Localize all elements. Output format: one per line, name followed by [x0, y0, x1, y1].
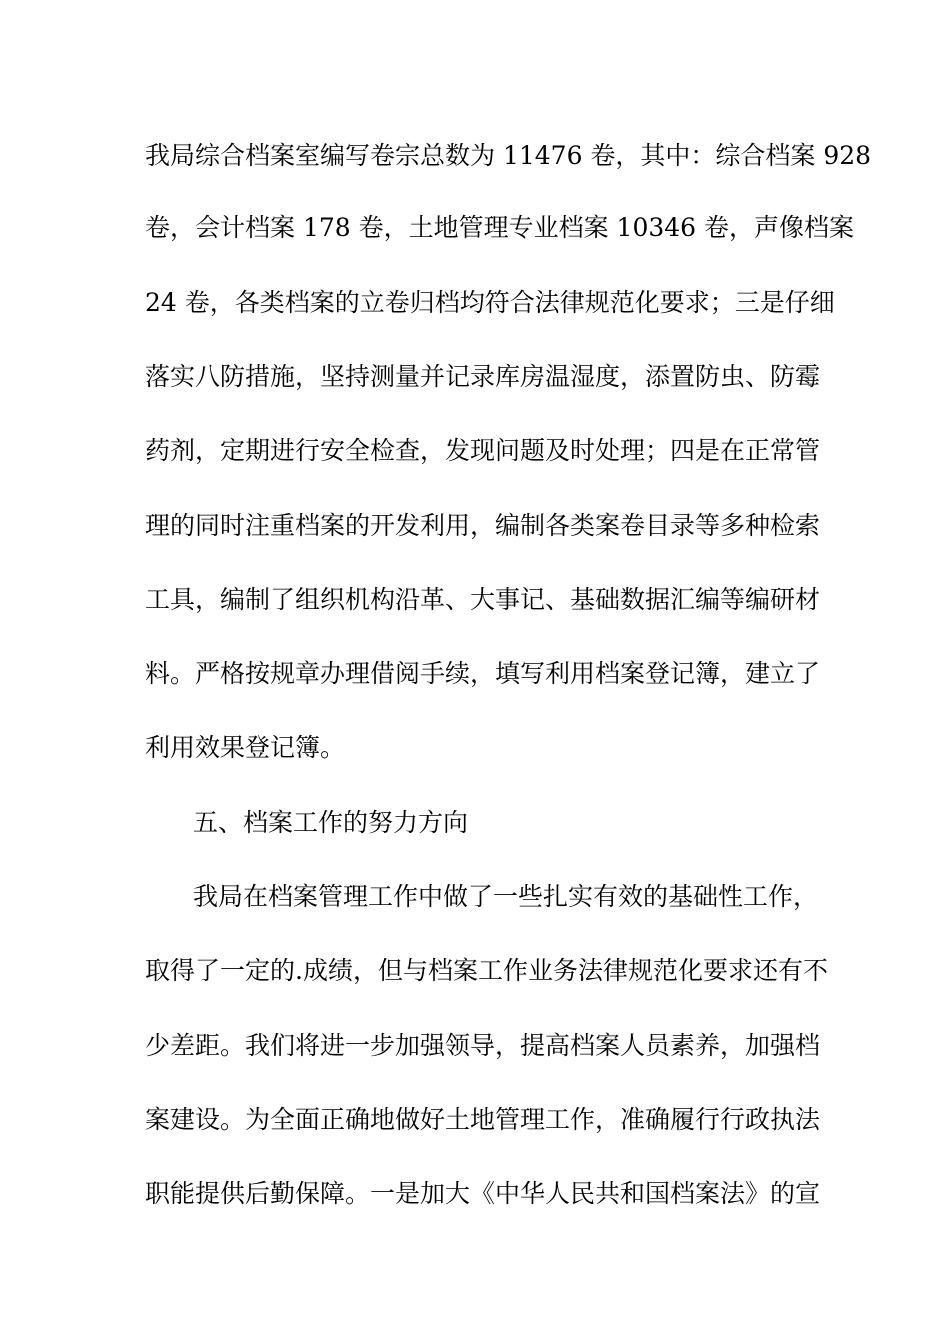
paragraph-line: 工具，编制了组织机构沿革、大事记、基础数据汇编等编研材 — [145, 585, 821, 614]
paragraph-line: 少差距。我们将进一步加强领导，提高档案人员素养，加强档 — [145, 1031, 821, 1060]
paragraph-line: 我局在档案管理工作中做了一些扎实有效的基础性工作， — [193, 882, 819, 911]
paragraph-line: 案建设。为全面正确地做好土地管理工作，准确履行行政执法 — [145, 1105, 821, 1134]
paragraph-line: 料。严格按规章办理借阅手续，填写利用档案登记簿，建立了 — [145, 659, 821, 688]
paragraph-line: 取得了一定的.成绩，但与档案工作业务法律规范化要求还有不 — [145, 956, 828, 985]
paragraph-line: 理的同时注重档案的开发利用，编制各类案卷目录等多种检索 — [145, 511, 821, 540]
paragraph-line: 职能提供后勤保障。一是加大《中华人民共和国档案法》的宣 — [145, 1179, 821, 1208]
paragraph-line: 我局综合档案室编写卷宗总数为 11476 卷，其中：综合档案 928 — [145, 141, 872, 170]
paragraph-line: 24 卷，各类档案的立卷归档均符合法律规范化要求；三是仔细 — [145, 288, 835, 317]
paragraph-line: 卷，会计档案 178 卷，土地管理专业档案 10346 卷，声像档案 — [145, 213, 855, 242]
paragraph-line: 药剂，定期进行安全检查，发现问题及时处理；四是在正常管 — [145, 436, 821, 465]
paragraph-line: 落实八防措施，坚持测量并记录库房温湿度，添置防虫、防霉 — [145, 362, 821, 391]
paragraph-line: 利用效果登记簿。 — [145, 733, 346, 762]
section-heading: 五、档案工作的努力方向 — [193, 808, 469, 837]
